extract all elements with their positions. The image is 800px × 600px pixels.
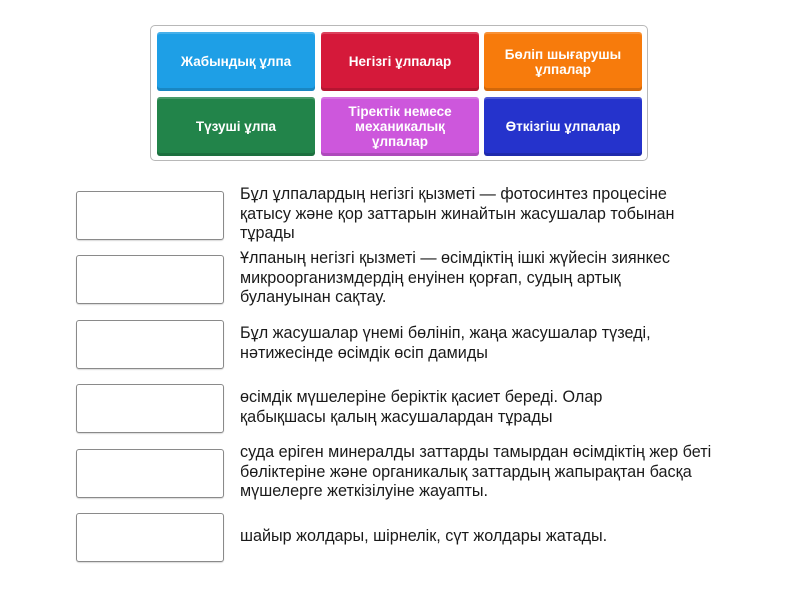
tile-secretory-tissue[interactable]: Бөліп шығарушы ұлпалар [484, 32, 642, 91]
drop-box-4[interactable] [76, 384, 224, 433]
description-3: Бұл жасушалар үнемі бөлініп, жаңа жасушалар түзеді, нәтижесінде өсімдік өсіп дамиды [240, 324, 651, 362]
description-1: Бұл ұлпалардың негізгі қызметі — фотосинтез процесіне қатысу және қор заттарын жинайтын жасушалар тобынан тұрады [240, 185, 675, 242]
tile-meristem-tissue[interactable]: Түзуші ұлпа [157, 97, 315, 156]
drop-box-6[interactable] [76, 513, 224, 562]
drop-box-2[interactable] [76, 255, 224, 304]
drop-box-1[interactable] [76, 191, 224, 240]
description-6: шайыр жолдары, шірнелік, сүт жолдары жатады. [240, 527, 608, 545]
description-4: өсімдік мүшелеріне беріктік қасиет береді. Олар қабықшасы қалың жасушалардан тұрады [240, 388, 603, 426]
description-5: суда еріген минералды заттарды тамырдан өсімдіктің жер беті бөліктеріне және органикалық заттардың жапырақтан басқа мүшелерге жеткізілуіне жауапты. [240, 443, 712, 500]
tile-covering-tissue[interactable]: Жабындық ұлпа [157, 32, 315, 91]
drop-box-5[interactable] [76, 449, 224, 498]
tile-tray [150, 25, 648, 161]
drop-box-3[interactable] [76, 320, 224, 369]
tile-mechanical-tissue[interactable]: Тіректік немесе механикалық ұлпалар [321, 97, 479, 156]
description-2: Ұлпаның негізгі қызметі — өсімдіктің ішкі жүйесін зиянкес микроорганизмдердің енуінен қорғап, судың артық булануынан сақтау. [240, 249, 670, 306]
tile-conductive-tissue[interactable]: Өткізгіш ұлпалар [484, 97, 642, 156]
tile-ground-tissue[interactable]: Негізгі ұлпалар [321, 32, 479, 91]
